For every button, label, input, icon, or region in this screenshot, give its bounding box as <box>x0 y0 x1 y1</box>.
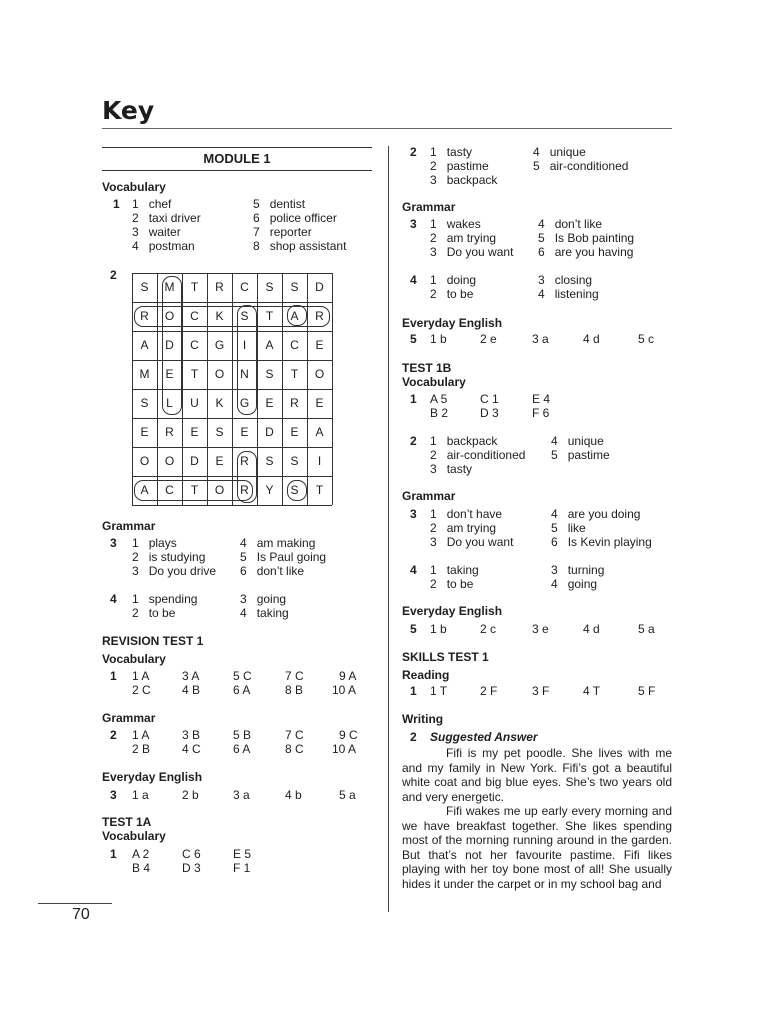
grid-letter: E <box>240 425 249 439</box>
answer-item: 5 pastime <box>551 448 610 462</box>
exercise-number: 5 <box>410 332 417 346</box>
grid-letter: C <box>165 483 174 497</box>
answer-item: 4 unique <box>533 145 586 159</box>
grid-letter: C <box>190 309 199 323</box>
answer-item: 4 B <box>182 683 201 697</box>
title-rule <box>102 128 672 129</box>
grid-letter: M <box>164 280 175 294</box>
grid-letter: R <box>315 309 324 323</box>
answer-item: 2 air-conditioned <box>430 448 526 462</box>
grid-letter: S <box>290 280 299 294</box>
everyday-english-heading: Everyday English <box>402 604 503 618</box>
answer-item: B 2 <box>430 406 449 420</box>
answer-item: 1 tasty <box>430 145 473 159</box>
grid-letter: I <box>242 338 247 352</box>
grid-letter: T <box>290 367 299 381</box>
grid-letter: R <box>290 396 299 410</box>
answer-item: 5 like <box>551 521 586 535</box>
grid-letter: S <box>265 454 274 468</box>
grid-letter: S <box>265 367 274 381</box>
grid-letter: D <box>165 338 174 352</box>
grid-letter: G <box>214 338 225 352</box>
skills-heading: SKILLS TEST 1 <box>402 650 489 664</box>
grid-letter: G <box>239 396 250 410</box>
grid-letter: T <box>265 309 274 323</box>
answer-item: 4 don’t like <box>538 217 603 231</box>
exercise-number: 4 <box>110 592 117 606</box>
grid-letter: E <box>265 396 274 410</box>
exercise-number: 1 <box>410 392 417 406</box>
answer-item: 7 C <box>285 728 304 742</box>
vocab-heading: Vocabulary <box>102 829 166 843</box>
exercise-number: 5 <box>410 622 417 636</box>
answer-item: 10 A <box>332 683 357 697</box>
answer-item: 2 C <box>132 683 151 697</box>
grid-letter: E <box>190 425 199 439</box>
wordsearch-grid <box>132 273 332 505</box>
answer-item: 3 Do you drive <box>132 564 217 578</box>
answer-item: 3 turning <box>551 563 605 577</box>
answer-item: A 5 <box>430 392 448 406</box>
exercise-number: 2 <box>410 434 417 448</box>
answer-item: 1 b <box>430 332 447 346</box>
answer-item: 1 taking <box>430 563 479 577</box>
answer-item: A 2 <box>132 847 150 861</box>
answer-item: 1 wakes <box>430 217 481 231</box>
grid-letter: C <box>240 280 249 294</box>
answer-item: 6 A <box>233 742 251 756</box>
module-header <box>102 147 372 171</box>
answer-item: 6 A <box>233 683 251 697</box>
answer-item: 3 a <box>233 788 250 802</box>
answer-item: 3 a <box>532 332 549 346</box>
answer-item: 3 backpack <box>430 173 498 187</box>
grid-letter: S <box>265 280 274 294</box>
answer-item: 6 don’t like <box>240 564 305 578</box>
grid-letter: S <box>140 396 149 410</box>
answer-item: 4 going <box>551 577 598 591</box>
module-title: MODULE 1 <box>203 151 271 166</box>
answer-item: 1 A <box>132 728 150 742</box>
grid-letter: Y <box>265 483 274 497</box>
answer-item: 9 C <box>339 728 358 742</box>
exercise-number: 3 <box>410 507 417 521</box>
column-divider <box>388 146 389 912</box>
exercise-number: 1 <box>113 197 120 211</box>
exercise-number: 3 <box>110 536 117 550</box>
answer-item: 4 T <box>583 684 601 698</box>
revision-heading: REVISION TEST 1 <box>102 634 204 648</box>
grid-letter: R <box>240 483 249 497</box>
answer-item: 6 are you having <box>538 245 634 259</box>
grammar-heading: Grammar <box>402 200 456 214</box>
grid-letter: D <box>265 425 274 439</box>
grid-letter: K <box>215 309 224 323</box>
grid-letter: O <box>139 454 150 468</box>
answer-item: B 4 <box>132 861 151 875</box>
essay-paragraph: Fifi wakes me up early every morning and we have breakfast together. She likes spending most of the morning running around in the garden. But that’s not her favourite pastime. Fifi likes playing with her toy bone most of all! She usually hides it under the carpet or in my school bag and <box>402 804 672 891</box>
answer-item: 10 A <box>332 742 357 756</box>
answer-item: 1 a <box>132 788 149 802</box>
exercise-number: 2 <box>110 268 117 282</box>
answer-item: 4 C <box>182 742 201 756</box>
answer-item: 4 d <box>583 622 600 636</box>
answer-item: D 3 <box>480 406 499 420</box>
everyday-english-heading: Everyday English <box>402 316 503 330</box>
exercise-number: 4 <box>410 563 417 577</box>
grid-letter: T <box>315 483 324 497</box>
answer-item: 4 are you doing <box>551 507 641 521</box>
answer-item: 4 unique <box>551 434 604 448</box>
grid-letter: S <box>140 280 149 294</box>
grid-letter: O <box>164 454 175 468</box>
answer-item: 2 b <box>182 788 199 802</box>
answer-item: 2 F <box>480 684 498 698</box>
answer-item: 4 d <box>583 332 600 346</box>
grid-letter: O <box>164 309 175 323</box>
grid-letter: E <box>165 367 174 381</box>
answer-item: 2 to be <box>430 577 474 591</box>
answer-item: 1 T <box>430 684 448 698</box>
answer-item: 4 listening <box>538 287 599 301</box>
grid-letter: T <box>190 280 199 294</box>
grid-letter: T <box>190 483 199 497</box>
writing-heading: Writing <box>402 712 444 726</box>
answer-item: 6 police officer <box>253 211 337 225</box>
answer-item: 2 to be <box>430 287 474 301</box>
grammar-heading: Grammar <box>102 519 156 533</box>
exercise-number: 4 <box>410 273 417 287</box>
answer-item: 3 e <box>532 622 549 636</box>
answer-item: 1 backpack <box>430 434 498 448</box>
answer-item: 3 closing <box>538 273 593 287</box>
answer-item: 7 reporter <box>253 225 312 239</box>
grid-letter: S <box>290 454 299 468</box>
grid-letter: R <box>240 454 249 468</box>
answer-item: C 1 <box>480 392 499 406</box>
essay-paragraph: Fifi is my pet poodle. She lives with me and my family in New York. Fifi’s got a beautiful white coat and big blue eyes. She’s two years old and very energetic. <box>402 746 672 804</box>
grid-letter: I <box>317 454 322 468</box>
answer-item: 2 B <box>132 742 151 756</box>
grid-letter: M <box>139 367 150 381</box>
grid-letter: O <box>214 367 225 381</box>
grid-letter: S <box>215 425 224 439</box>
suggested-answer-label: Suggested Answer <box>430 730 538 744</box>
grid-line <box>332 273 333 505</box>
grammar-heading: Grammar <box>102 711 156 725</box>
answer-item: 1 A <box>132 669 150 683</box>
answer-item: 2 am trying <box>430 521 497 535</box>
grid-letter: A <box>265 338 274 352</box>
grid-letter: E <box>315 396 324 410</box>
test-heading: TEST 1A <box>102 815 152 829</box>
answer-item: 9 A <box>339 669 357 683</box>
answer-item: 7 C <box>285 669 304 683</box>
exercise-number: 2 <box>110 728 117 742</box>
grid-letter: C <box>190 338 199 352</box>
answer-item: 4 b <box>285 788 302 802</box>
answer-item: 5 a <box>638 622 655 636</box>
answer-item: 2 to be <box>132 606 176 620</box>
grid-letter: E <box>315 338 324 352</box>
answer-item: 1 don’t have <box>430 507 503 521</box>
answer-item: 1 spending <box>132 592 198 606</box>
grid-line <box>132 505 332 506</box>
grid-letter: E <box>290 425 299 439</box>
answer-item: 4 taking <box>240 606 289 620</box>
answer-item: 1 plays <box>132 536 177 550</box>
page-title: Key <box>102 96 155 125</box>
grid-letter: D <box>190 454 199 468</box>
grid-letter: C <box>290 338 299 352</box>
exercise-number: 2 <box>410 145 417 159</box>
grid-letter: O <box>214 483 225 497</box>
grid-letter: T <box>190 367 199 381</box>
answer-item: 3 Do you want <box>430 245 514 259</box>
answer-item: 8 B <box>285 683 304 697</box>
grid-letter: O <box>314 367 325 381</box>
answer-item: 6 Is Kevin playing <box>551 535 652 549</box>
answer-item: E 5 <box>233 847 252 861</box>
answer-item: 3 going <box>240 592 287 606</box>
answer-item: D 3 <box>182 861 201 875</box>
answer-item: 2 pastime <box>430 159 489 173</box>
answer-item: 8 C <box>285 742 304 756</box>
answer-item: C 6 <box>182 847 201 861</box>
answer-item: E 4 <box>532 392 551 406</box>
answer-item: 4 postman <box>132 239 195 253</box>
grid-letter: U <box>190 396 199 410</box>
grid-letter: A <box>140 483 149 497</box>
answer-item: 2 c <box>480 622 497 636</box>
answer-item: F 6 <box>532 406 550 420</box>
answer-item: 1 doing <box>430 273 477 287</box>
answer-item: 3 Do you want <box>430 535 514 549</box>
grid-letter: E <box>140 425 149 439</box>
answer-item: F 1 <box>233 861 251 875</box>
test-heading: TEST 1B <box>402 361 452 375</box>
grid-letter: K <box>215 396 224 410</box>
grid-letter: S <box>240 309 249 323</box>
answer-item: 5 a <box>339 788 356 802</box>
answer-item: 3 tasty <box>430 462 473 476</box>
answer-item: 5 Is Bob painting <box>538 231 635 245</box>
vocab-heading: Vocabulary <box>102 180 166 194</box>
exercise-number: 1 <box>410 684 417 698</box>
answer-item: 3 A <box>182 669 200 683</box>
answer-item: 3 waiter <box>132 225 181 239</box>
exercise-number: 3 <box>110 788 117 802</box>
grid-letter: R <box>165 425 174 439</box>
vocab-heading: Vocabulary <box>402 375 466 389</box>
answer-item: 3 F <box>532 684 550 698</box>
exercise-number: 2 <box>410 730 417 744</box>
answer-item: 5 dentist <box>253 197 306 211</box>
exercise-number: 1 <box>110 669 117 683</box>
answer-item: 5 air-conditioned <box>533 159 629 173</box>
grid-letter: S <box>290 483 299 497</box>
answer-item: 5 Is Paul going <box>240 550 327 564</box>
grid-letter: A <box>140 338 149 352</box>
answer-item: 5 C <box>233 669 252 683</box>
answer-item: 4 am making <box>240 536 316 550</box>
answer-item: 1 chef <box>132 197 172 211</box>
answer-item: 8 shop assistant <box>253 239 347 253</box>
answer-item: 2 e <box>480 332 497 346</box>
grid-letter: R <box>215 280 224 294</box>
answer-item: 2 is studying <box>132 550 206 564</box>
grid-letter: D <box>315 280 324 294</box>
exercise-number: 3 <box>410 217 417 231</box>
grid-letter: E <box>215 454 224 468</box>
exercise-number: 1 <box>110 847 117 861</box>
answer-item: 5 c <box>638 332 655 346</box>
grid-letter: A <box>315 425 324 439</box>
grammar-heading: Grammar <box>402 489 456 503</box>
grid-letter: A <box>290 309 299 323</box>
page-number: 70 <box>72 906 90 923</box>
grid-letter: R <box>140 309 149 323</box>
answer-item: 1 b <box>430 622 447 636</box>
grid-letter: N <box>240 367 249 381</box>
reading-heading: Reading <box>402 668 450 682</box>
grid-letter: L <box>166 396 173 410</box>
answer-item: 2 taxi driver <box>132 211 201 225</box>
footer-rule <box>38 903 112 904</box>
answer-item: 3 B <box>182 728 201 742</box>
vocab-heading: Vocabulary <box>102 652 166 666</box>
answer-item: 2 am trying <box>430 231 497 245</box>
everyday-english-heading: Everyday English <box>102 770 203 784</box>
answer-item: 5 B <box>233 728 252 742</box>
answer-item: 5 F <box>638 684 656 698</box>
